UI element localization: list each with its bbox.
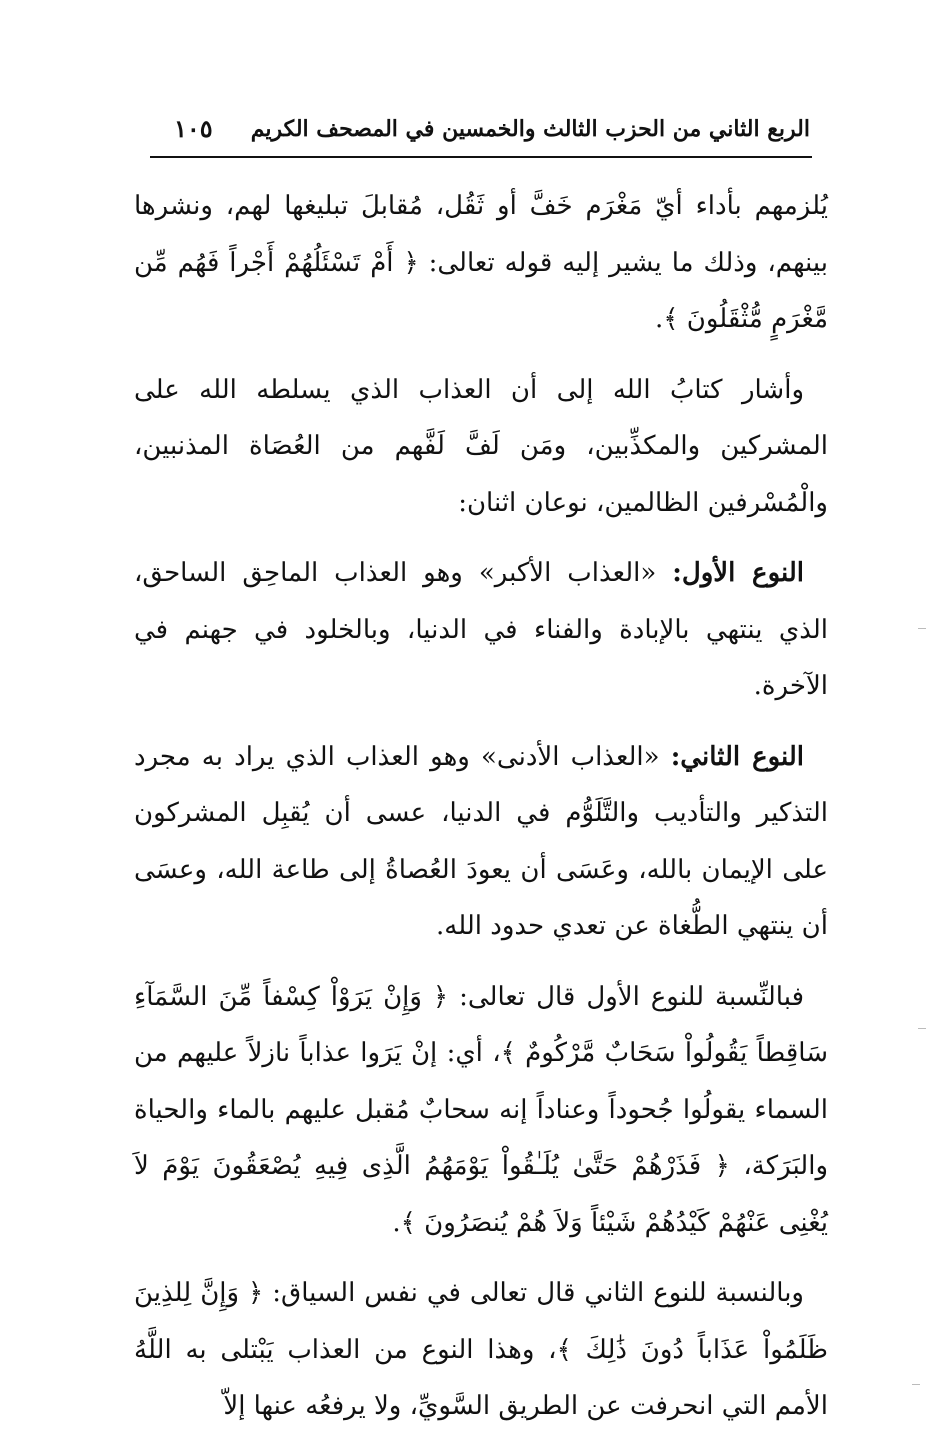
page-number: ١٠٥: [174, 114, 213, 143]
page-header: [150, 112, 812, 158]
paragraph-text: وأشار كتابُ الله إلى أن العذاب الذي يسلطه الله على المشركين والمكذِّبين، ومَن لَفَّ لَفَّهم من العُصَاة المذنبين، والْمُسْرفين الظالمين، نوعان اثنان:: [134, 374, 828, 518]
paragraph-heading: النوع الثاني:: [670, 741, 804, 772]
paragraph-text: «العذاب الأكبر» وهو العذاب الماحِق الساحق، الذي ينتهي بالإبادة والفناء في الدنيا، وبالخلود في جهنم في الآخرة.: [134, 558, 828, 701]
paragraph-text: يُلزمهم بأداء أيّ مَغْرَم خَفَّ أو ثَقُل، مُقابلَ تبليغها لهم، ونشرها بينهم، وذلك ما يشير إليه قوله تعالى: ﴿ أَمْ تَسْئَلُهُمْ أَجْراً فَهُم مِّن مَّغْرَمٍ مُّثْقَلُونَ ﴾.: [134, 191, 828, 334]
paragraph-text: فبالنِّسبة للنوع الأول قال تعالى: ﴿ وَإِنْ يَرَوْاْ كِسْفاً مِّنَ السَّمَآءِ سَاقِطاً يَقُولُواْ سَحَابٌ مَّرْكُومٌ ﴾، أي: إنْ يَرَوا عذاباً نازلاً عليهم من السماء يقولُوا جُحوداً وعناداً إنه سحابٌ مُقبل عليهم بالماء والحياة والبَرَكة، ﴿ فَذَرْهُمْ حَتَّىٰ يُلَـٰقُواْ يَوْمَهُمُ الَّذِى فِيهِ يُصْعَقُونَ يَوْمَ لاَ يُغْنِى عَنْهُمْ كَيْدُهُمْ شَيْئاً وَلاَ هُمْ يُنصَرُونَ ﴾.: [134, 981, 828, 1238]
paragraph-text: «العذاب الأدنى» وهو العذاب الذي يراد به مجرد التذكير والتأديب والتَّلَوُّم في الدنيا، عسى أن يُقبِل المشركون على الإيمان بالله، وعَسَى أن يعودَ العُصاةُ إلى طاعة الله، وعسَى أن ينتهي الطُّغاة عن تعدي حدود الله.: [134, 741, 828, 941]
scan-speck: [918, 1028, 926, 1029]
paragraph-1: [134, 178, 828, 348]
paragraph-4: [134, 729, 828, 955]
paragraph-heading: النوع الأول:: [672, 558, 804, 588]
page-body: [134, 178, 828, 1449]
paragraph-3: [134, 545, 828, 715]
paragraph-2: [134, 362, 828, 532]
running-title: الربع الثاني من الحزب الثالث والخمسين في المصحف الكريم: [250, 116, 810, 142]
paragraph-text: وبالنسبة للنوع الثاني قال تعالى في نفس السياق: ﴿ وَإِنَّ لِلذِينَ ظَلَمُواْ عَذَاباً دُونَ ذَٰلِكَ ﴾، وهذا النوع من العذاب يَبْتلى به اللَّهُ الأمم التي انحرفت عن الطريق السَّويِّ، ولا يرفعُه عنها إلاّ: [134, 1278, 828, 1421]
paragraph-6: [134, 1265, 828, 1435]
paragraph-5: [134, 969, 828, 1252]
scan-speck: [912, 1384, 920, 1385]
scan-speck: [918, 628, 926, 629]
